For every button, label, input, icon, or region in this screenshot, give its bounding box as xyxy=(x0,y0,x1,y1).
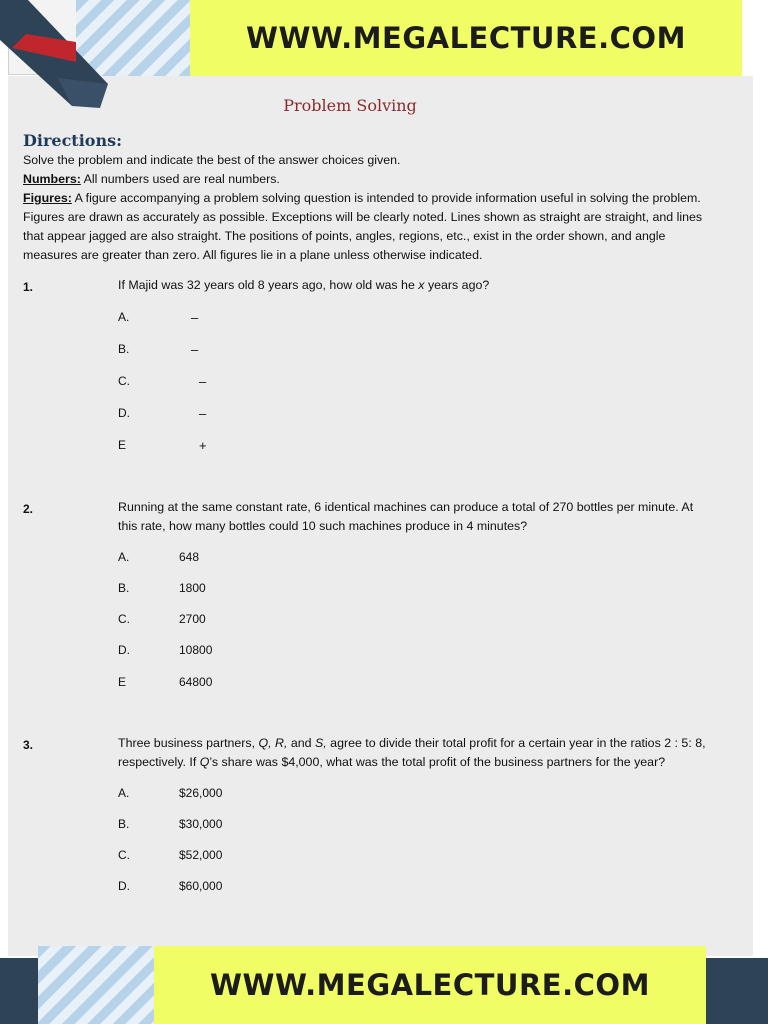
option-letter: A. xyxy=(118,786,130,800)
option-letter: B. xyxy=(118,581,130,595)
answer-option[interactable] xyxy=(118,879,222,893)
directions-heading: Directions: xyxy=(23,131,122,150)
option-value: + xyxy=(199,438,207,453)
answer-option[interactable] xyxy=(118,848,222,862)
variable-x: x xyxy=(418,278,425,292)
variable-q: Q xyxy=(199,755,210,769)
option-value: – xyxy=(199,406,207,421)
answer-option[interactable] xyxy=(118,438,207,453)
figures-line-3: that appear jagged are also straight. The positions of points, angles, regions, etc., exist in the order shown, and angle xyxy=(23,229,666,243)
option-value: 648 xyxy=(179,550,200,564)
question-text-part: If Majid was 32 years old 8 years ago, how old was he xyxy=(118,278,419,292)
option-value: $52,000 xyxy=(179,848,223,862)
variable-q: Q, xyxy=(258,736,272,750)
question-text-part: agree to divide their total profit for a certain year in the ratios 2 : 5: 8, xyxy=(326,736,706,750)
option-letter: C. xyxy=(118,848,130,862)
option-value: – xyxy=(199,374,207,389)
option-letter: E xyxy=(118,438,127,452)
footer-banner-text: WWW.MEGALECTURE.COM xyxy=(210,968,650,1002)
option-letter: E xyxy=(118,675,127,689)
question-text-part: Three business partners, xyxy=(118,736,259,750)
option-value: – xyxy=(191,310,199,325)
numbers-note xyxy=(23,170,743,189)
answer-option[interactable] xyxy=(118,817,222,831)
option-value: 64800 xyxy=(179,675,213,689)
option-letter: B. xyxy=(118,817,130,831)
answer-option[interactable] xyxy=(118,310,198,325)
variable-s: S, xyxy=(315,736,327,750)
option-letter: C. xyxy=(118,374,130,388)
answer-option[interactable] xyxy=(118,786,222,800)
question-text: Running at the same constant rate, 6 identical machines can produce a total of 270 bottles per minute. At xyxy=(118,500,694,514)
option-letter: D. xyxy=(118,406,130,420)
question-text: this rate, how many bottles could 10 such machines produce in 4 minutes? xyxy=(118,519,528,533)
figures-note xyxy=(23,189,743,208)
option-letter: A. xyxy=(118,550,130,564)
option-value: $30,000 xyxy=(179,817,223,831)
footer-banner xyxy=(154,946,706,1024)
figures-text: A figure accompanying a problem solving question is intended to provide information useful in solving the problem. xyxy=(71,191,701,205)
directions-line: Solve the problem and indicate the best of the answer choices given. xyxy=(23,153,401,167)
answer-option[interactable] xyxy=(118,581,206,595)
option-value: 2700 xyxy=(179,612,206,626)
option-letter: C. xyxy=(118,612,130,626)
question-text xyxy=(118,753,743,772)
question-number: 3. xyxy=(23,738,34,752)
question-text-part: ’s share was $4,000, what was the total profit of the business partners for the year? xyxy=(209,755,666,769)
answer-option[interactable] xyxy=(118,612,206,626)
question-text-part: and xyxy=(287,736,316,750)
answer-option[interactable] xyxy=(118,374,206,389)
page-title: Problem Solving xyxy=(283,96,417,115)
option-value: $26,000 xyxy=(179,786,223,800)
option-letter: D. xyxy=(118,879,130,893)
variable-r: R, xyxy=(275,736,288,750)
answer-option[interactable] xyxy=(118,675,212,689)
option-value: $60,000 xyxy=(179,879,223,893)
option-letter: B. xyxy=(118,342,130,356)
answer-option[interactable] xyxy=(118,406,206,421)
answer-option[interactable] xyxy=(118,550,199,564)
figures-label: Figures: xyxy=(23,191,72,205)
question-text-part: respectively. If xyxy=(118,755,200,769)
footer-stripe-decoration xyxy=(38,946,156,1024)
question-number: 1. xyxy=(23,280,34,294)
numbers-label: Numbers: xyxy=(23,172,81,186)
question-number: 2. xyxy=(23,502,34,516)
option-value: – xyxy=(191,342,199,357)
option-letter: A. xyxy=(118,310,130,324)
option-value: 1800 xyxy=(179,581,206,595)
answer-option[interactable] xyxy=(118,643,212,657)
figures-line-4: measures are greater than zero. All figures lie in a plane unless otherwise indicated. xyxy=(23,248,483,262)
ribbon-decoration-icon xyxy=(0,0,120,110)
option-value: 10800 xyxy=(179,643,213,657)
figures-line-2: Figures are drawn as accurately as possible. Exceptions will be clearly noted. Lines shown as straight are straight, and lines xyxy=(23,210,703,224)
header-banner xyxy=(190,0,742,76)
question-text xyxy=(118,276,743,295)
answer-option[interactable] xyxy=(118,342,198,357)
header-banner-text: WWW.MEGALECTURE.COM xyxy=(246,21,686,55)
option-letter: D. xyxy=(118,643,130,657)
numbers-text: All numbers used are real numbers. xyxy=(80,172,280,186)
question-text-part: years ago? xyxy=(424,278,490,292)
question-text xyxy=(118,734,743,753)
